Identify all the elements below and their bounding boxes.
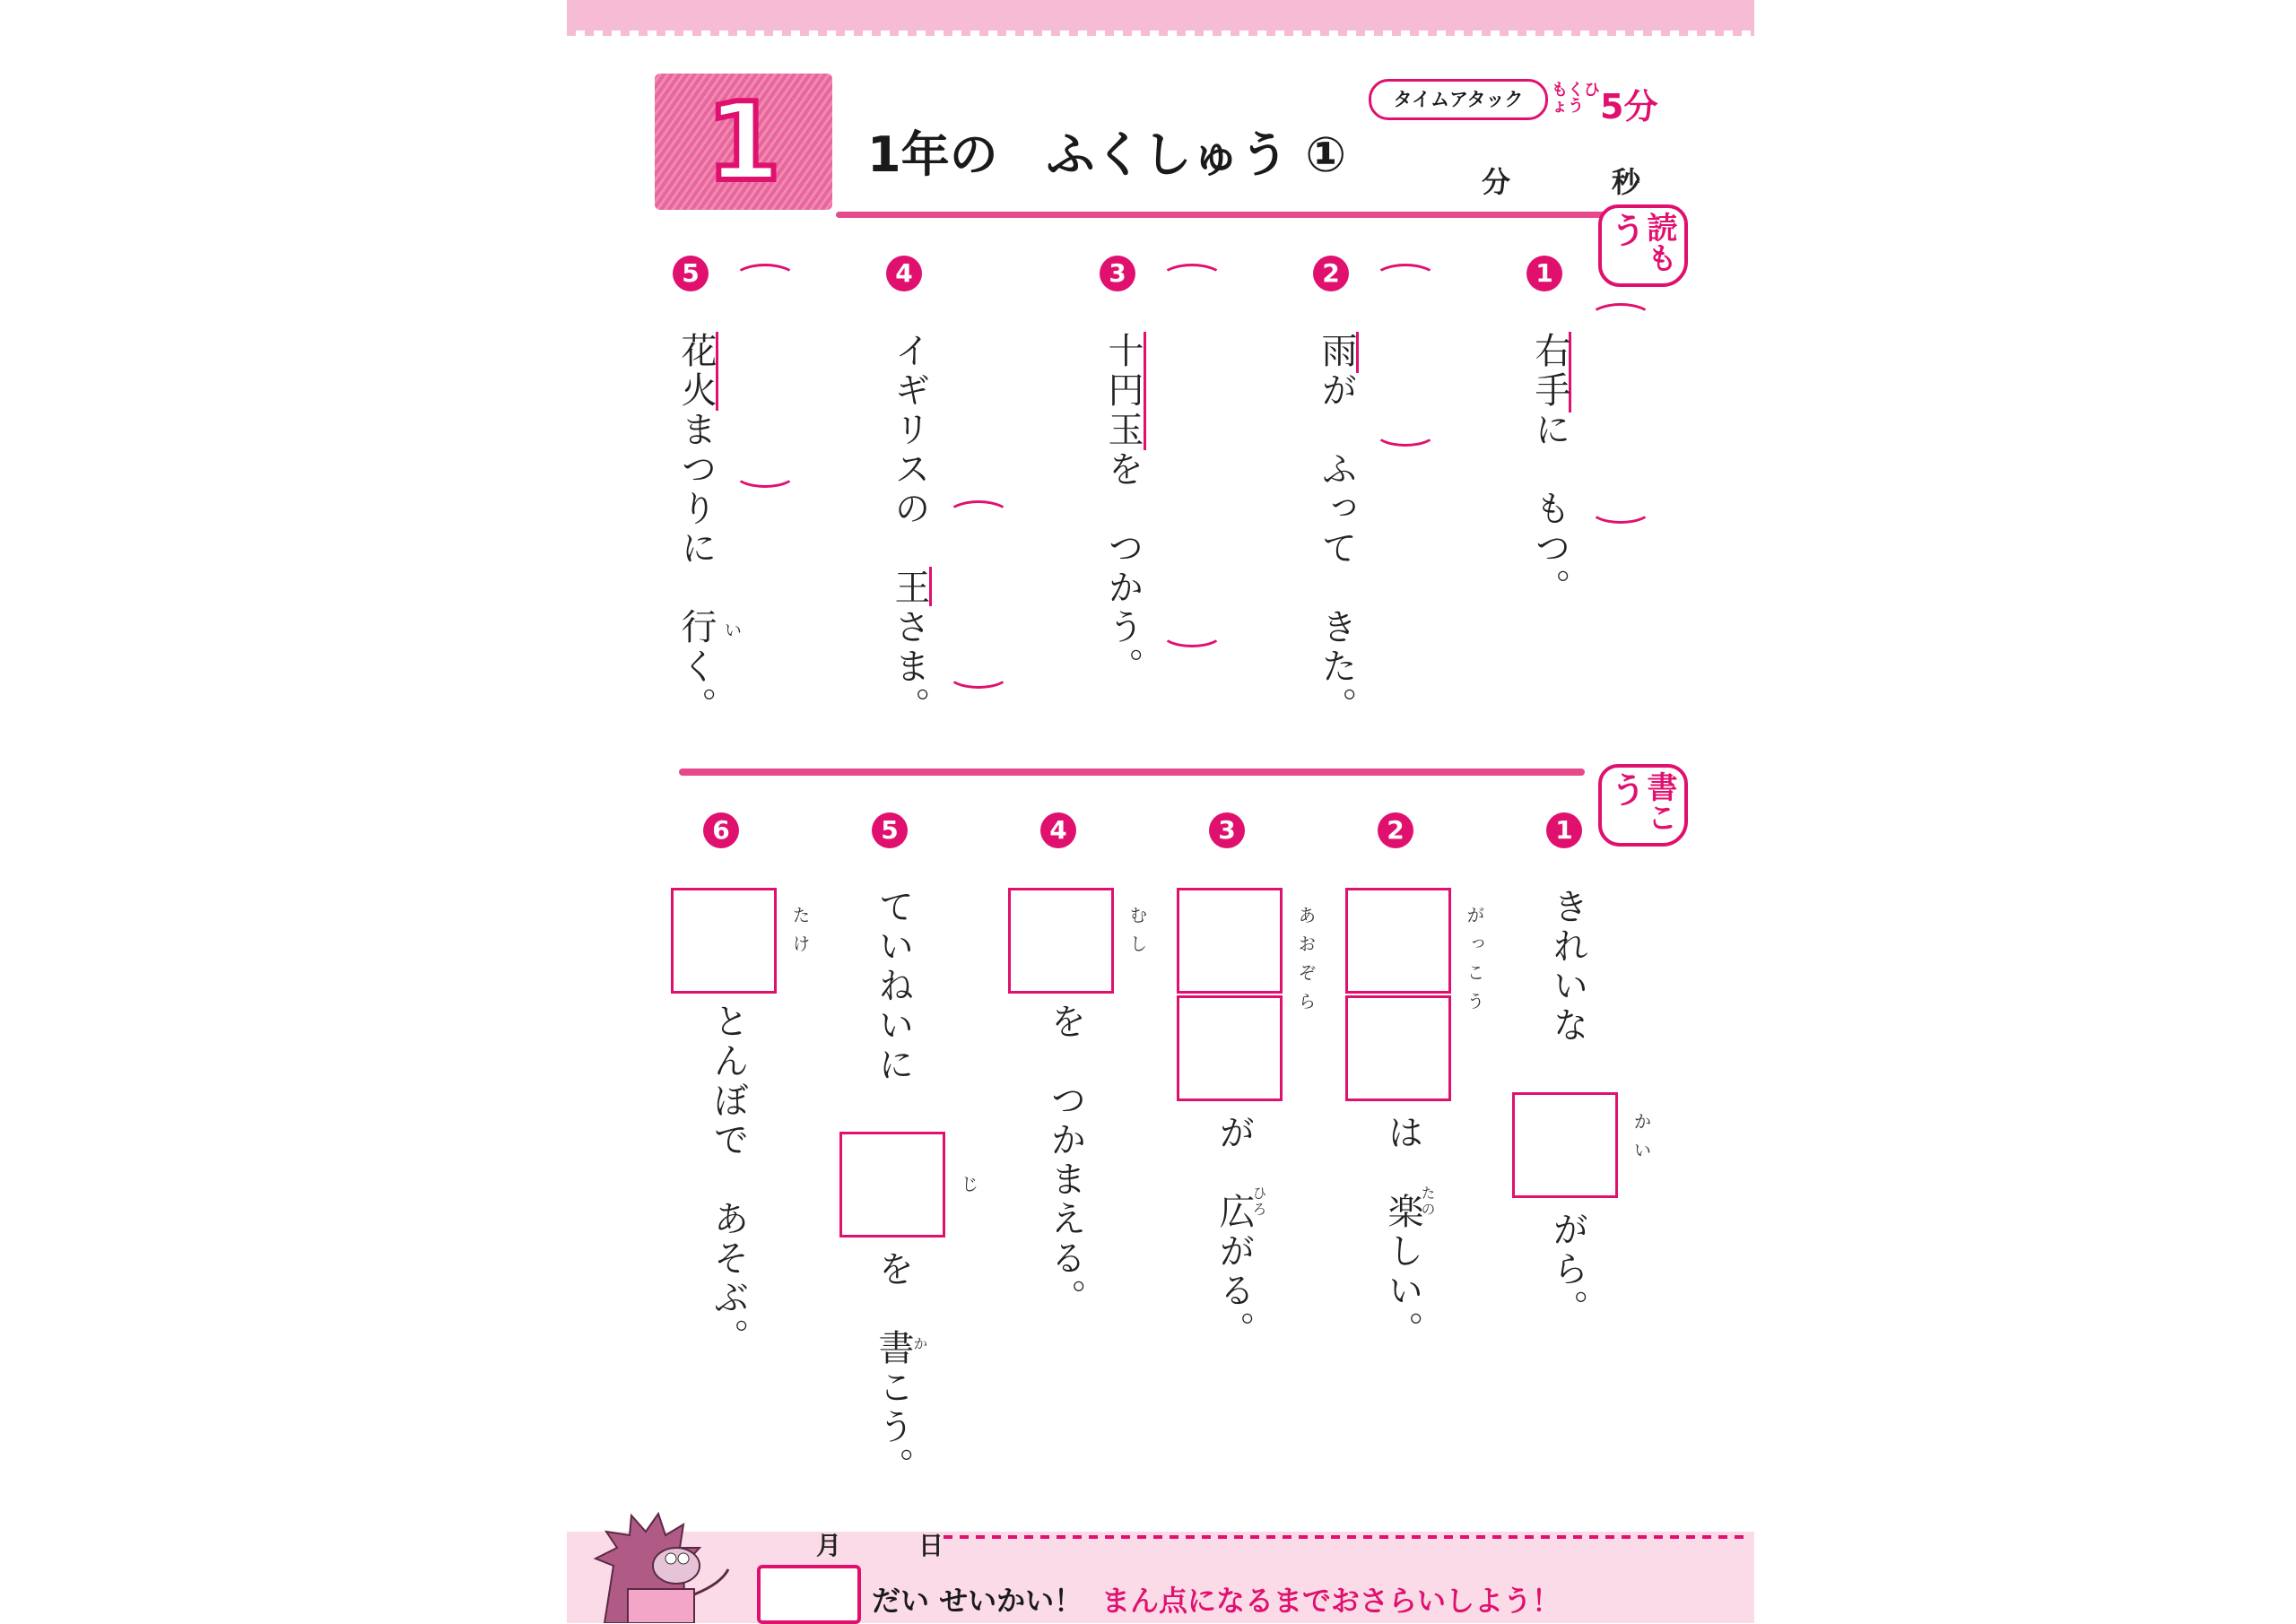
reading-item-4-paren-top <box>947 500 1010 529</box>
writing-item-2-answer-box-1[interactable] <box>1345 888 1451 994</box>
writing-item-5-number: 5 <box>872 812 908 848</box>
reading-item-1-paren-top <box>1589 303 1652 332</box>
writing-item-5-answer-box[interactable] <box>839 1132 945 1238</box>
writing-item-2-furigana: がっこう <box>1464 906 1485 1020</box>
writing-stamp-left: う <box>1605 771 1646 807</box>
writing-item-4-post: を つかまえる。 <box>1045 1003 1086 1318</box>
writing-item-5-furigana: じ <box>958 1175 979 1203</box>
writing-item-6-post: とんぼで あそぶ。 <box>708 1003 749 1358</box>
reading-stamp-right: 読も <box>1641 212 1677 273</box>
writing-item-3-furigana: あおぞら <box>1295 906 1317 1020</box>
date-month-label: 月 <box>816 1531 842 1560</box>
writing-item-1-answer-box[interactable] <box>1512 1092 1618 1198</box>
writing-item-5-pre: ていねいに <box>873 888 914 1085</box>
worksheet-page <box>567 0 1754 1623</box>
reading-item-5-furigana: い <box>721 621 743 649</box>
top-decorative-band <box>567 0 1754 30</box>
writing-item-2-number: 2 <box>1378 812 1413 848</box>
writing-item-5-post: を 書こう。 <box>873 1250 914 1487</box>
unit-number-badge <box>655 74 832 210</box>
writing-stamp-icon <box>1598 764 1688 847</box>
praise-text: だい せいかい！ <box>872 1584 1083 1618</box>
reading-stamp-left: う <box>1605 212 1646 248</box>
date-day-label: 日 <box>918 1531 944 1560</box>
reading-item-4-number: 4 <box>886 256 922 291</box>
writing-item-1-pre: きれいな <box>1547 888 1588 1046</box>
minutes-label: 分 <box>1482 165 1511 199</box>
writing-item-3-answer-box-1[interactable] <box>1177 888 1283 994</box>
reading-stamp-icon <box>1598 204 1688 287</box>
reading-item-4-text: イギリスの 王さま。 <box>889 332 930 726</box>
reading-item-1-number: 1 <box>1526 256 1562 291</box>
goal-label: もくひょう <box>1552 81 1600 116</box>
writing-item-4-furigana: むし <box>1126 906 1148 963</box>
reading-item-3-paren-top <box>1161 264 1223 292</box>
writing-item-1-post: がら。 <box>1547 1211 1588 1329</box>
writing-item-2-answer-box-2[interactable] <box>1345 995 1451 1101</box>
reading-item-2-text: 雨が ふって きた。 <box>1316 332 1357 726</box>
reading-item-3-number: 3 <box>1100 256 1135 291</box>
writing-item-6-answer-box[interactable] <box>671 888 777 994</box>
writing-item-6-number: 6 <box>703 812 739 848</box>
writing-item-3-answer-box-2[interactable] <box>1177 995 1283 1101</box>
review-encouragement-text: まん点になるまでおさらいしよう！ <box>1101 1584 1561 1618</box>
writing-item-6-furigana: たけ <box>789 906 811 963</box>
reading-item-5-paren-bottom <box>734 459 796 488</box>
reading-item-4-paren-bottom <box>947 660 1010 689</box>
writing-item-5-furigana-2: か <box>911 1336 928 1352</box>
writing-item-3-number: 3 <box>1209 812 1245 848</box>
reading-item-3-paren-bottom <box>1161 619 1223 647</box>
page-title: 1年の ふくしゅう ① <box>867 126 1347 183</box>
reading-item-2-paren-bottom <box>1374 418 1437 447</box>
reading-item-5-number: 5 <box>673 256 709 291</box>
writing-item-2-post: は 楽しい。 <box>1382 1114 1423 1350</box>
writing-item-4-answer-box[interactable] <box>1008 888 1114 994</box>
reading-item-1-paren-bottom <box>1589 495 1652 524</box>
reading-item-3-text: 十円玉を つかう。 <box>1102 332 1144 687</box>
reading-item-1-text: 右手に もつ。 <box>1529 332 1570 608</box>
hedgehog-mascot-icon <box>587 1512 739 1623</box>
footer-dashed-rule <box>944 1535 1751 1539</box>
unit-number: 1 <box>706 81 781 205</box>
reading-item-5-text: 花火まつりに 行く。 <box>675 332 717 726</box>
writing-item-3-post: が 広がる。 <box>1213 1114 1255 1350</box>
title-divider <box>836 212 1643 218</box>
goal-value: 5分 <box>1600 87 1658 126</box>
writing-stamp-right: 書こ <box>1641 771 1677 832</box>
writing-item-1-furigana: かい <box>1631 1112 1652 1169</box>
section-divider <box>679 769 1585 776</box>
writing-item-4-number: 4 <box>1040 812 1076 848</box>
reading-item-5-paren-top <box>734 264 796 292</box>
reading-item-2-number: 2 <box>1313 256 1349 291</box>
time-attack-badge: タイムアタック <box>1369 79 1548 120</box>
writing-item-3-furigana-2: ひろ <box>1250 1185 1267 1218</box>
score-box[interactable] <box>757 1565 861 1624</box>
reading-item-2-paren-top <box>1374 264 1437 292</box>
writing-item-2-furigana-2: たの <box>1419 1185 1436 1218</box>
writing-item-1-number: 1 <box>1546 812 1582 848</box>
seconds-label: 秒 <box>1612 165 1641 199</box>
